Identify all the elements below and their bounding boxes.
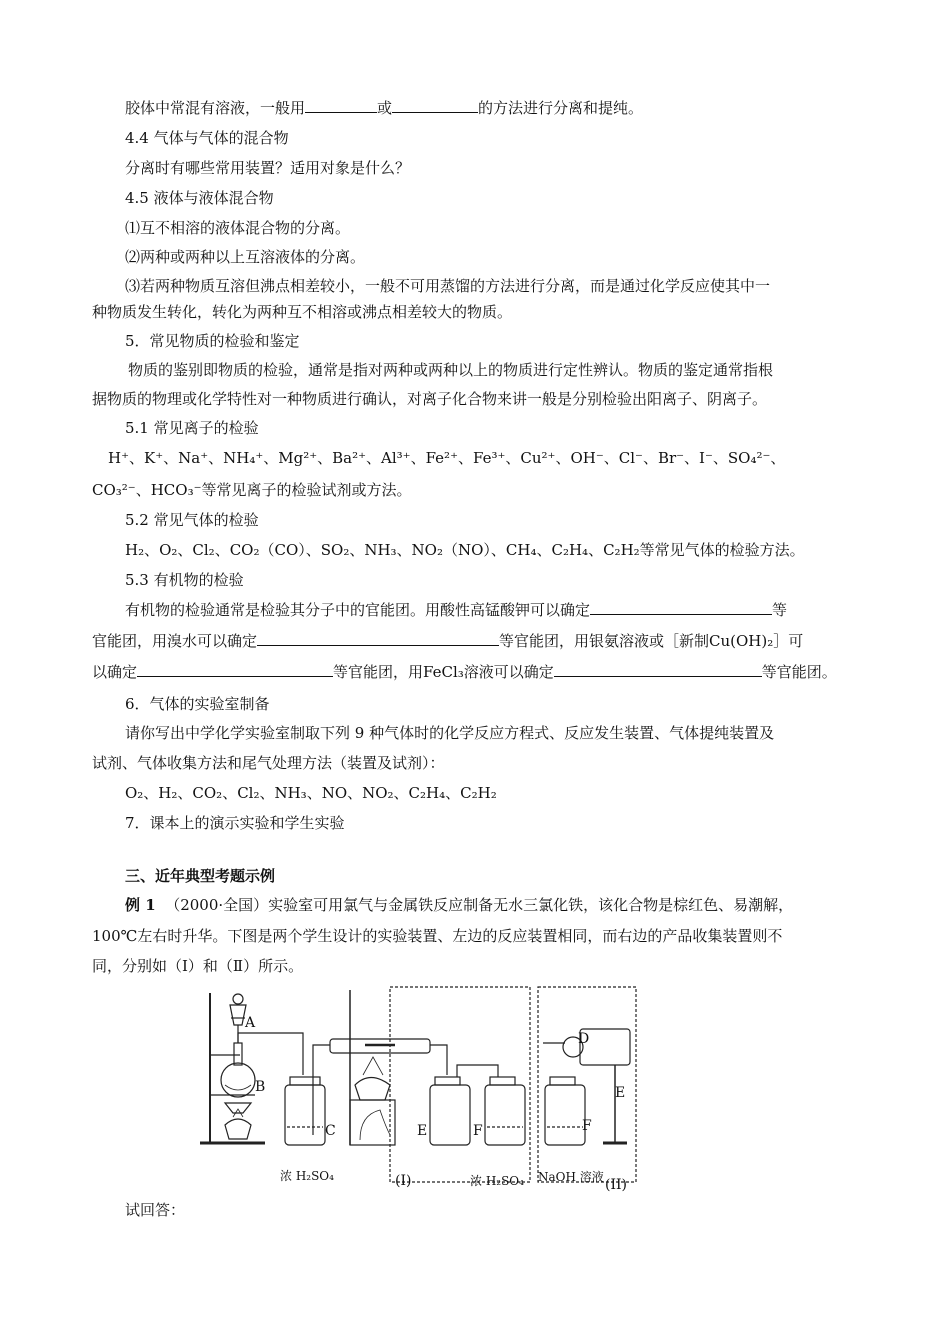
organic-test-line xyxy=(92,631,803,651)
delivery-tube xyxy=(430,1045,447,1075)
example-intro xyxy=(125,895,793,915)
text: 有机物的检验通常是检验其分子中的官能团。用酸性高锰酸钾可以确定 xyxy=(125,601,591,619)
paragraph-text: 据物质的物理或化学特性对一种物质进行确认，对离子化合物来讲一般是分别检验出阳离子、阴离子。 xyxy=(92,390,768,408)
section-heading: 5.2 常见气体的检验 xyxy=(125,511,259,529)
alcohol-lamp xyxy=(225,1103,251,1139)
caption-setup-two: (II) xyxy=(605,1177,627,1193)
absorption-bottle xyxy=(545,1077,585,1145)
caption-naoh: NaOH 溶液 xyxy=(538,1170,604,1184)
delivery-tube xyxy=(238,1033,303,1075)
collection-bottle xyxy=(430,1077,470,1145)
label-a: A xyxy=(245,1015,256,1031)
round-flask xyxy=(221,1043,255,1097)
text: 等 xyxy=(772,601,788,619)
burner xyxy=(355,1057,390,1100)
gas-list: H₂、O₂、Cl₂、CO₂（CO）、SO₂、NH₃、NO₂（NO）、CH₄、C₂H₄、C₂H₂等常见气体的检验方法。 xyxy=(125,541,805,559)
paragraph-text: 种物质发生转化，转化为两种互不相溶或沸点相差较大的物质。 xyxy=(92,303,513,321)
section-heading: 4.4 气体与气体的混合物 xyxy=(125,129,289,147)
section-heading: 6．气体的实验室制备 xyxy=(125,695,270,713)
ion-list: CO₃²⁻、HCO₃⁻等常见离子的检验试剂或方法。 xyxy=(92,481,412,499)
ion-list: H⁺、K⁺、Na⁺、NH₄⁺、Mg²⁺、Ba²⁺、Al³⁺、Fe²⁺、Fe³⁺、Cu²⁺、OH⁻、Cl⁻、Br⁻、I⁻、SO₄²⁻、 xyxy=(108,449,786,467)
list-item: ⑴互不相溶的液体混合物的分离。 xyxy=(125,219,351,237)
reaction-tube xyxy=(330,1039,430,1053)
text: 或 xyxy=(377,99,393,117)
caption-h2so4: 浓 H₂SO₄ xyxy=(470,1174,524,1188)
question-text: 分离时有哪些常用装置？适用对象是什么？ xyxy=(125,159,411,177)
answer-blank[interactable] xyxy=(305,98,377,113)
answer-blank[interactable] xyxy=(257,631,499,646)
answer-blank[interactable] xyxy=(392,98,478,113)
label-e2: E xyxy=(615,1085,626,1101)
paragraph-text: 同，分别如（Ⅰ）和（Ⅱ）所示。 xyxy=(92,957,304,975)
section-heading: 5.3 有机物的检验 xyxy=(125,571,244,589)
section-heading: 7．课本上的演示实验和学生实验 xyxy=(125,814,345,832)
organic-test-line xyxy=(92,662,837,682)
paragraph-text: 请你写出中学化学实验室制取下列 9 种气体时的化学反应方程式、反应发生装置、气体提纯装置及 xyxy=(125,724,775,742)
drying-bottle xyxy=(485,1077,525,1145)
text: 等官能团，用FeCl₃溶液可以确定 xyxy=(333,663,554,681)
list-item: ⑶若两种物质互溶但沸点相差较小，一般不可用蒸馏的方法进行分离，而是通过化学反应使其中一 xyxy=(125,277,771,295)
answer-blank[interactable] xyxy=(554,662,762,677)
list-item: ⑵两种或两种以上互溶液体的分离。 xyxy=(125,248,366,266)
section-heading: 4.5 液体与液体混合物 xyxy=(125,189,274,207)
colloid-separation-line xyxy=(125,98,643,118)
delivery-tube xyxy=(313,1045,330,1075)
section-heading: 5．常见物质的检验和鉴定 xyxy=(125,332,300,350)
label-b: B xyxy=(255,1079,266,1095)
text: 等官能团。 xyxy=(761,663,837,681)
paragraph-text: 试剂、气体收集方法和尾气处理方法（装置及试剂）： xyxy=(92,754,445,772)
wash-bottle xyxy=(285,1075,325,1145)
paragraph-text: 100℃左右时升华。下图是两个学生设计的实验装置、左边的反应装置相同，而右边的产品收集装置则不 xyxy=(92,927,783,945)
example-label: 例 1 xyxy=(125,896,156,914)
connecting-tube xyxy=(457,1065,498,1077)
section-heading: 5.1 常见离子的检验 xyxy=(125,419,259,437)
answer-prompt: 试回答： xyxy=(125,1201,186,1219)
answer-blank[interactable] xyxy=(137,662,333,677)
label-f2: F xyxy=(582,1118,592,1134)
organic-test-line xyxy=(125,600,787,620)
apparatus-figure xyxy=(195,985,645,1195)
text: 胶体中常混有溶液，一般用 xyxy=(125,99,306,117)
label-f1: F xyxy=(473,1123,483,1139)
label-d: D xyxy=(578,1031,590,1047)
label-e1: E xyxy=(417,1123,428,1139)
gas-list: O₂、H₂、CO₂、Cl₂、NH₃、NO、NO₂、C₂H₄、C₂H₂ xyxy=(125,784,497,802)
text: （2000·全国）实验室可用氯气与金属铁反应制备无水三氯化铁，该化合物是棕红色、易潮解， xyxy=(165,896,794,914)
text: 等官能团，用银氨溶液或［新制Cu(OH)₂］可 xyxy=(499,632,804,650)
support-block xyxy=(350,1100,395,1145)
caption-h2so4: 浓 H₂SO₄ xyxy=(280,1169,334,1183)
paragraph-text: 物质的鉴别即物质的检验，通常是指对两种或两种以上的物质进行定性辨认。物质的鉴定通常指根 xyxy=(128,361,774,379)
part-heading: 三、近年典型考题示例 xyxy=(125,867,276,885)
answer-blank[interactable] xyxy=(590,600,772,615)
label-c: C xyxy=(325,1123,336,1139)
text: 官能团，用溴水可以确定 xyxy=(92,632,258,650)
text: 的方法进行分离和提纯。 xyxy=(478,99,644,117)
text: 以确定 xyxy=(92,663,138,681)
caption-setup-one: (I) xyxy=(395,1173,412,1189)
